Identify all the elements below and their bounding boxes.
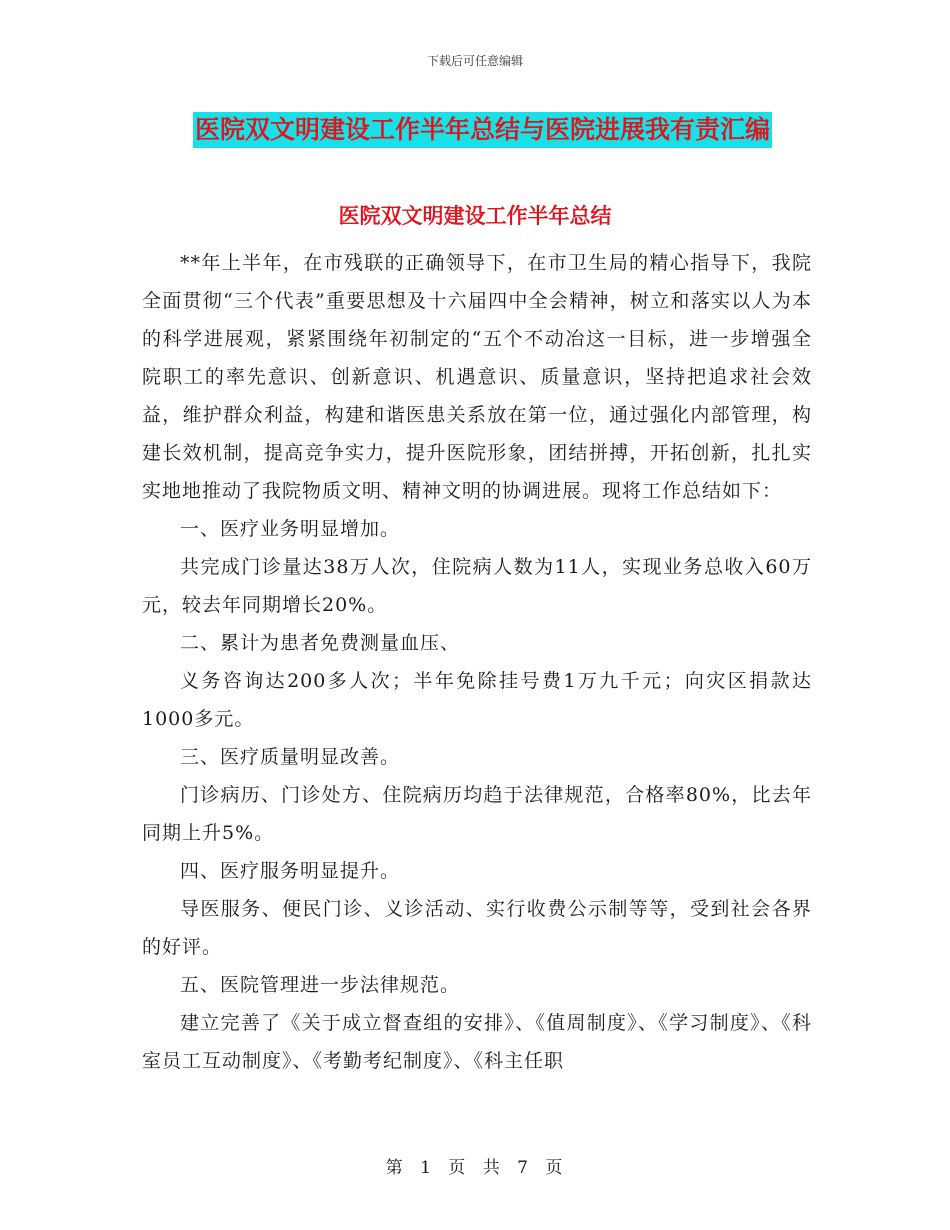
section-heading-3: 三、医疗质量明显改善。 xyxy=(180,746,401,768)
footer-page-total: 7 xyxy=(517,1158,530,1178)
footer-total-unit: 页 xyxy=(545,1158,565,1178)
footer-total-label: 共 xyxy=(482,1158,502,1178)
body-paragraph: 共完成门诊量达38万人次，住院病人数为11人，实现业务总收入60万元，较去年同期增长20%。 xyxy=(142,556,812,616)
header-note: 下载后可任意编辑 xyxy=(426,54,523,68)
document-body xyxy=(142,244,812,1080)
body-paragraph: 建立完善了《关于成立督查组的安排》、《值周制度》、《学习制度》、《科室员工互动制度》、《考勤考纪制度》、《科主任职 xyxy=(142,1012,812,1072)
page-footer xyxy=(0,1153,950,1178)
section-title: 医院双文明建设工作半年总结 xyxy=(338,204,612,228)
document-main-title: 医院双文明建设工作半年总结与医院进展我有责汇编 xyxy=(193,112,772,148)
section-heading-5: 五、医院管理进一步法律规范。 xyxy=(180,974,461,996)
body-paragraph: 门诊病历、门诊处方、住院病历均趋于法律规范，合格率80%，比去年同期上升5%。 xyxy=(142,784,812,844)
footer-page-label: 第 xyxy=(385,1158,405,1178)
section-heading-1: 一、医疗业务明显增加。 xyxy=(180,518,401,540)
section-heading-2: 二、累计为患者免费测量血压、 xyxy=(180,632,461,654)
footer-page-current: 1 xyxy=(420,1158,433,1178)
body-paragraph-intro: **年上半年，在市残联的正确领导下，在市卫生局的精心指导下，我院全面贯彻“三个代表”重要思想及十六届四中全会精神，树立和落实以人为本的科学进展观，紧紧围绕年初制定的“五个不动冶这一目标，进一步增强全院职工的率先意识、创新意识、机遇意识、质量意识，坚持把追求社会效益，维护群众利益，构建和谐医患关系放在第一位，通过强化内部管理，构建长效机制，提高竞争实力，提升医院形象，团结拼搏，开拓创新，扎扎实实地地推动了我院物质文明、精神文明的协调进展。现将工作总结如下： xyxy=(142,252,812,502)
body-paragraph: 义务咨询达200多人次；半年免除挂号费1万九千元；向灾区捐款达1000多元。 xyxy=(142,670,812,730)
body-paragraph: 导医服务、便民门诊、义诊活动、实行收费公示制等等，受到社会各界的好评。 xyxy=(142,898,812,958)
section-heading-4: 四、医疗服务明显提升。 xyxy=(180,860,401,882)
footer-page-unit: 页 xyxy=(448,1158,468,1178)
